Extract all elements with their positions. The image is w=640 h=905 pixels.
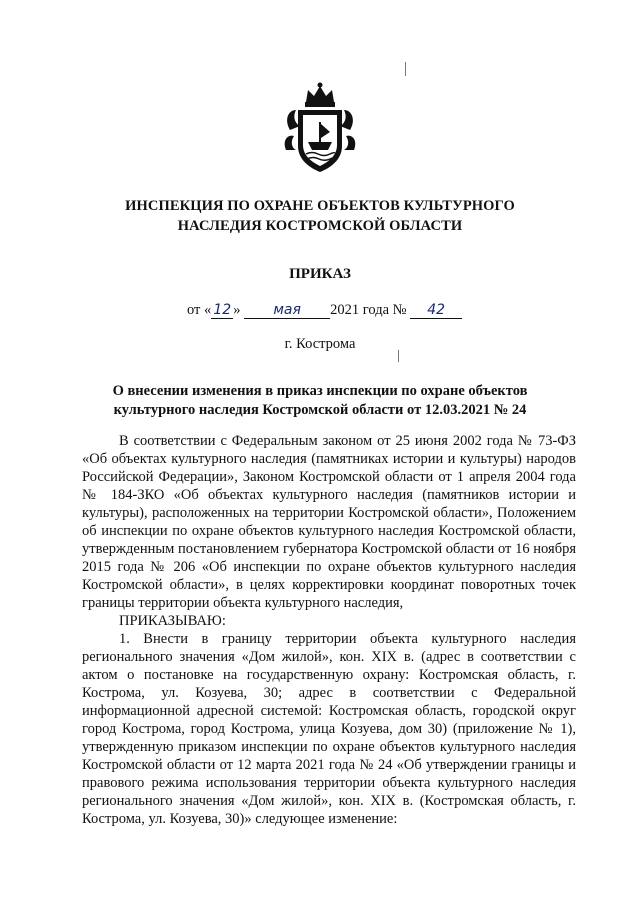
document-body [82,432,576,828]
city: г. Кострома [284,336,356,352]
order-word: ПРИКАЗЫВАЮ: [119,613,226,629]
date-mid: » [233,302,241,318]
date-year: 2021 года № [330,302,407,318]
document-subject [60,382,580,420]
scan-mark [398,350,399,362]
kostroma-coat-of-arms-icon [282,80,358,176]
date-line [187,302,462,319]
subject-line-1: О внесении изменения в приказ инспекции по охране объектов [112,383,528,399]
organization-title [0,196,640,236]
date-prefix: от « [187,302,212,318]
item-1-paragraph: 1. Внести в границу территории объекта культурного наследия регионального значения «Дом жилой», кон. XIX в. (адрес в соответствии с актом о постановке на государственную охрану: Костромская область, г. Кострома, ул. Козуева, 30; адрес в соответствии с Федеральной информационной адресной системой: Костромская область, городской округ город Кострома, город Кострома, улица Козуева, дом 30) (приложение № 1), утвержденную приказом инспекции по охране объектов культурного наследия Костромской области от 12 марта 2021 года № 24 «Об утверждении границы и правового режима использования территории объекта культурного наследия регионального значения «Дом жилой», кон. XIX в. (Костромская область, г. Кострома, ул. Козуева, 30)» следующее изменение: [82,631,576,827]
scan-mark [405,62,406,76]
organization-line-1: ИНСПЕКЦИЯ ПО ОХРАНЕ ОБЪЕКТОВ КУЛЬТУРНОГО [125,198,515,214]
date-day: 12 [211,303,233,319]
subject-line-2: культурного наследия Костромской области от 12.03.2021 № 24 [113,402,527,418]
date-month: мая [244,303,330,319]
document-number: 42 [410,303,462,319]
document-type: ПРИКАЗ [289,266,351,282]
legal-basis-paragraph: В соответствии с Федеральным законом от 25 июня 2002 года № 73-ФЗ «Об объектах культурного наследия (памятниках истории и культуры) народов Российской Федерации», Законом Костромской области от 1 апреля 2004 года № 184-ЗКО «Об объектах культурного наследия (памятников истории и культуры), расположенных на территории Костромской области», Положением об инспекции по охране объектов культурного наследия Костромской области, утвержденным постановлением губернатора Костромской области от 16 ноября 2015 года № 206 «Об инспекции по охране объектов культурного наследия Костромской области», в целях корректировки координат поворотных точек границы территории объекта культурного наследия, [82,433,576,611]
organization-line-2: НАСЛЕДИЯ КОСТРОМСКОЙ ОБЛАСТИ [177,218,463,234]
